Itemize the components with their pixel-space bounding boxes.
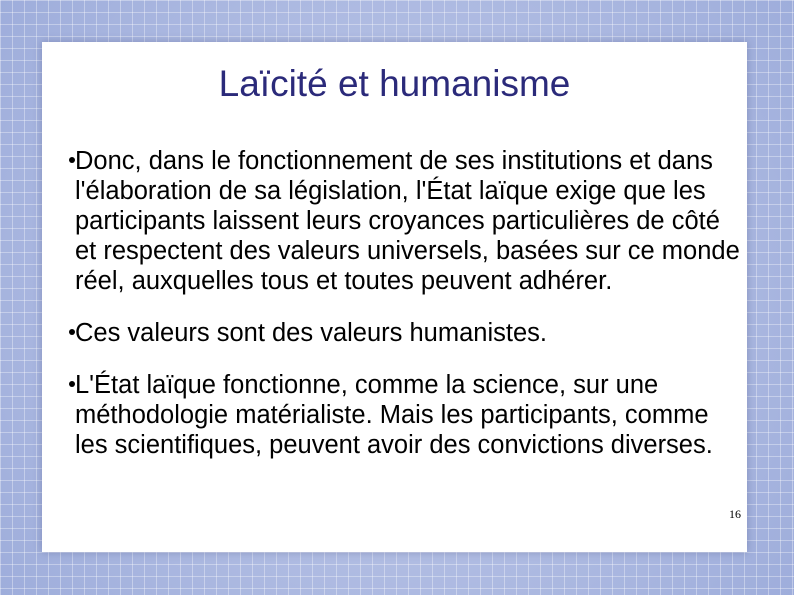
bullet-text: Ces valeurs sont des valeurs humanistes. [75, 319, 547, 347]
bullet-icon [69, 381, 75, 387]
list-item [75, 146, 745, 296]
page-number: 16 [729, 507, 741, 521]
bullet-icon [69, 329, 75, 335]
bullet-icon [69, 157, 75, 163]
slide [42, 42, 747, 552]
bullet-text: Donc, dans le fonctionnement de ses institutions et dans l'élaboration de sa législation, l'État laïque exige que les participants laissent leurs croyances particulières de côté et respectent des valeurs universels, basées sur ce monde réel, auxquelles tous et toutes peuvent adhérer. [75, 147, 740, 295]
list-item [75, 318, 745, 348]
list-item [75, 370, 745, 460]
bullet-list [75, 146, 745, 482]
bullet-text: L'État laïque fonctionne, comme la science, sur une méthodologie matérialiste. Mais les participants, comme les scientifiques, peuvent avoir des convictions diverses. [75, 371, 713, 459]
slide-title: Laïcité et humanisme [218, 63, 571, 104]
